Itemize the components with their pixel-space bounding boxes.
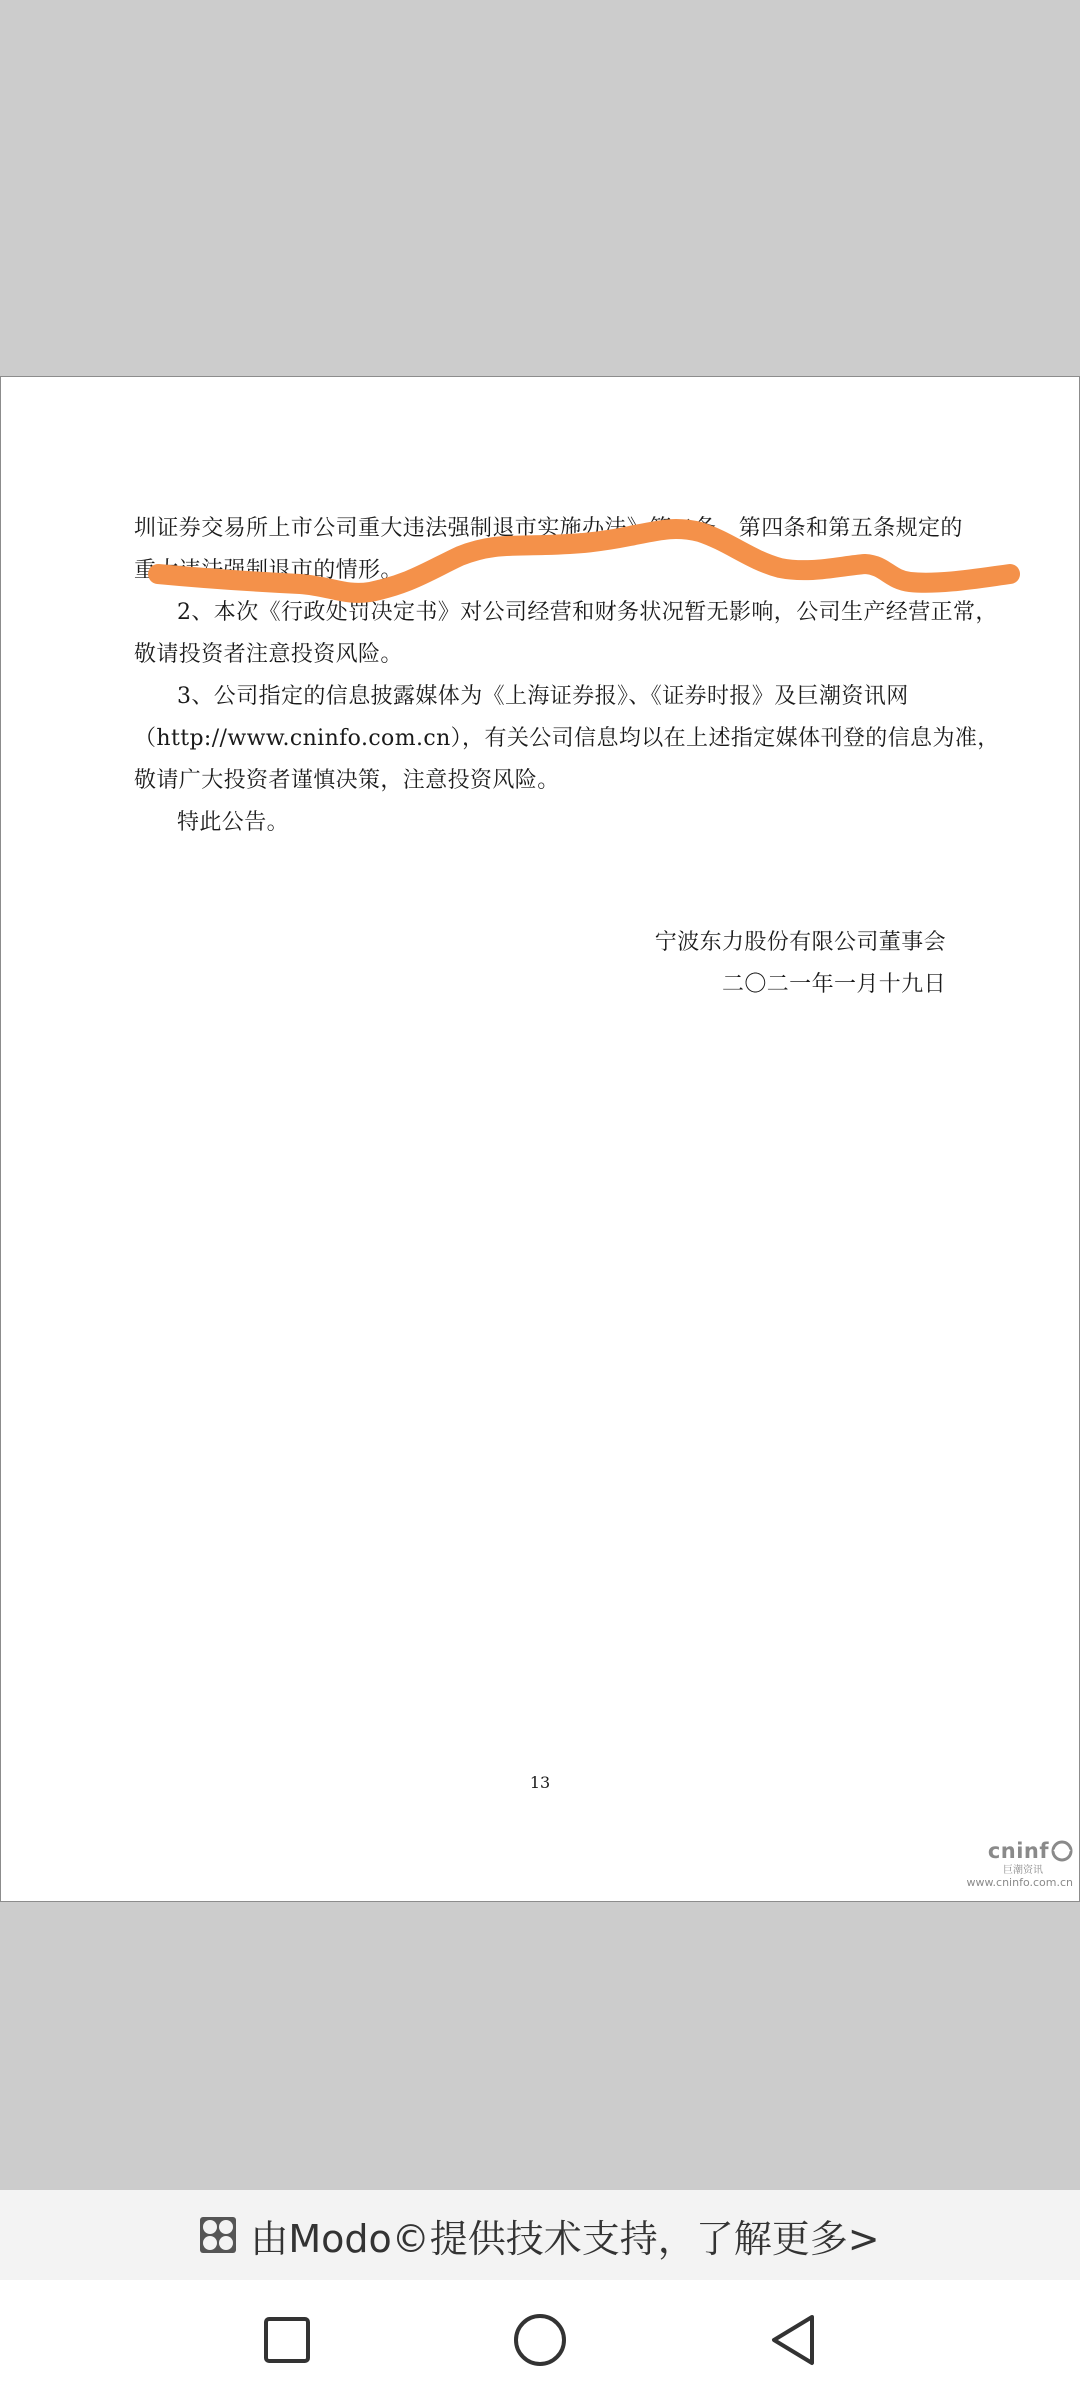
- text-line-4: 敬请投资者注意投资风险。: [134, 642, 403, 667]
- recent-apps-button[interactable]: [247, 2300, 327, 2380]
- text-line-2: 重大违法强制退市的情形。: [134, 558, 403, 583]
- text-line-6: （http://www.cninfo.com.cn），有关公司信息均以在上述指定媒体刊登的信息为准，: [134, 726, 1000, 751]
- modo-logo-icon: [200, 2217, 236, 2253]
- page-number: 13: [529, 1773, 551, 1792]
- signature-company: 宁波东力股份有限公司董事会: [654, 930, 946, 955]
- back-button[interactable]: [753, 2300, 833, 2380]
- text-line-5: 3、公司指定的信息披露媒体为《上海证券报》、《证券时报》及巨潮资讯网: [177, 684, 909, 709]
- watermark-brand: [963, 1839, 1073, 1863]
- watermark-brand-text: cninf: [987, 1839, 1049, 1863]
- cninfo-logo-icon: [1051, 1840, 1073, 1862]
- text-line-7: 敬请广大投资者谨慎决策，注意投资风险。: [134, 768, 560, 793]
- cninfo-watermark: [963, 1839, 1073, 1889]
- watermark-url: www.cninfo.com.cn: [966, 1876, 1073, 1889]
- signature-date: 二〇二一年一月十九日: [721, 972, 946, 997]
- home-button[interactable]: [500, 2300, 580, 2380]
- square-icon: [262, 2315, 312, 2365]
- text-line-1: 圳证券交易所上市公司重大违法强制退市实施办法》第二条、第四条和第五条规定的: [134, 516, 963, 541]
- circle-icon: [512, 2312, 568, 2368]
- system-navigation-bar: [0, 2280, 1080, 2400]
- triangle-back-icon: [768, 2313, 818, 2367]
- watermark-sub: 巨潮资讯: [1003, 1865, 1043, 1876]
- modo-promo-banner[interactable]: [0, 2190, 1080, 2280]
- document-page[interactable]: [0, 376, 1080, 1902]
- text-line-3: 2、本次《行政处罚决定书》对公司经营和财务状况暂无影响，公司生产经营正常，: [177, 600, 998, 625]
- text-line-8: 特此公告。: [177, 810, 290, 835]
- promo-text: 由Modo©提供技术支持，了解更多>: [250, 2216, 880, 2261]
